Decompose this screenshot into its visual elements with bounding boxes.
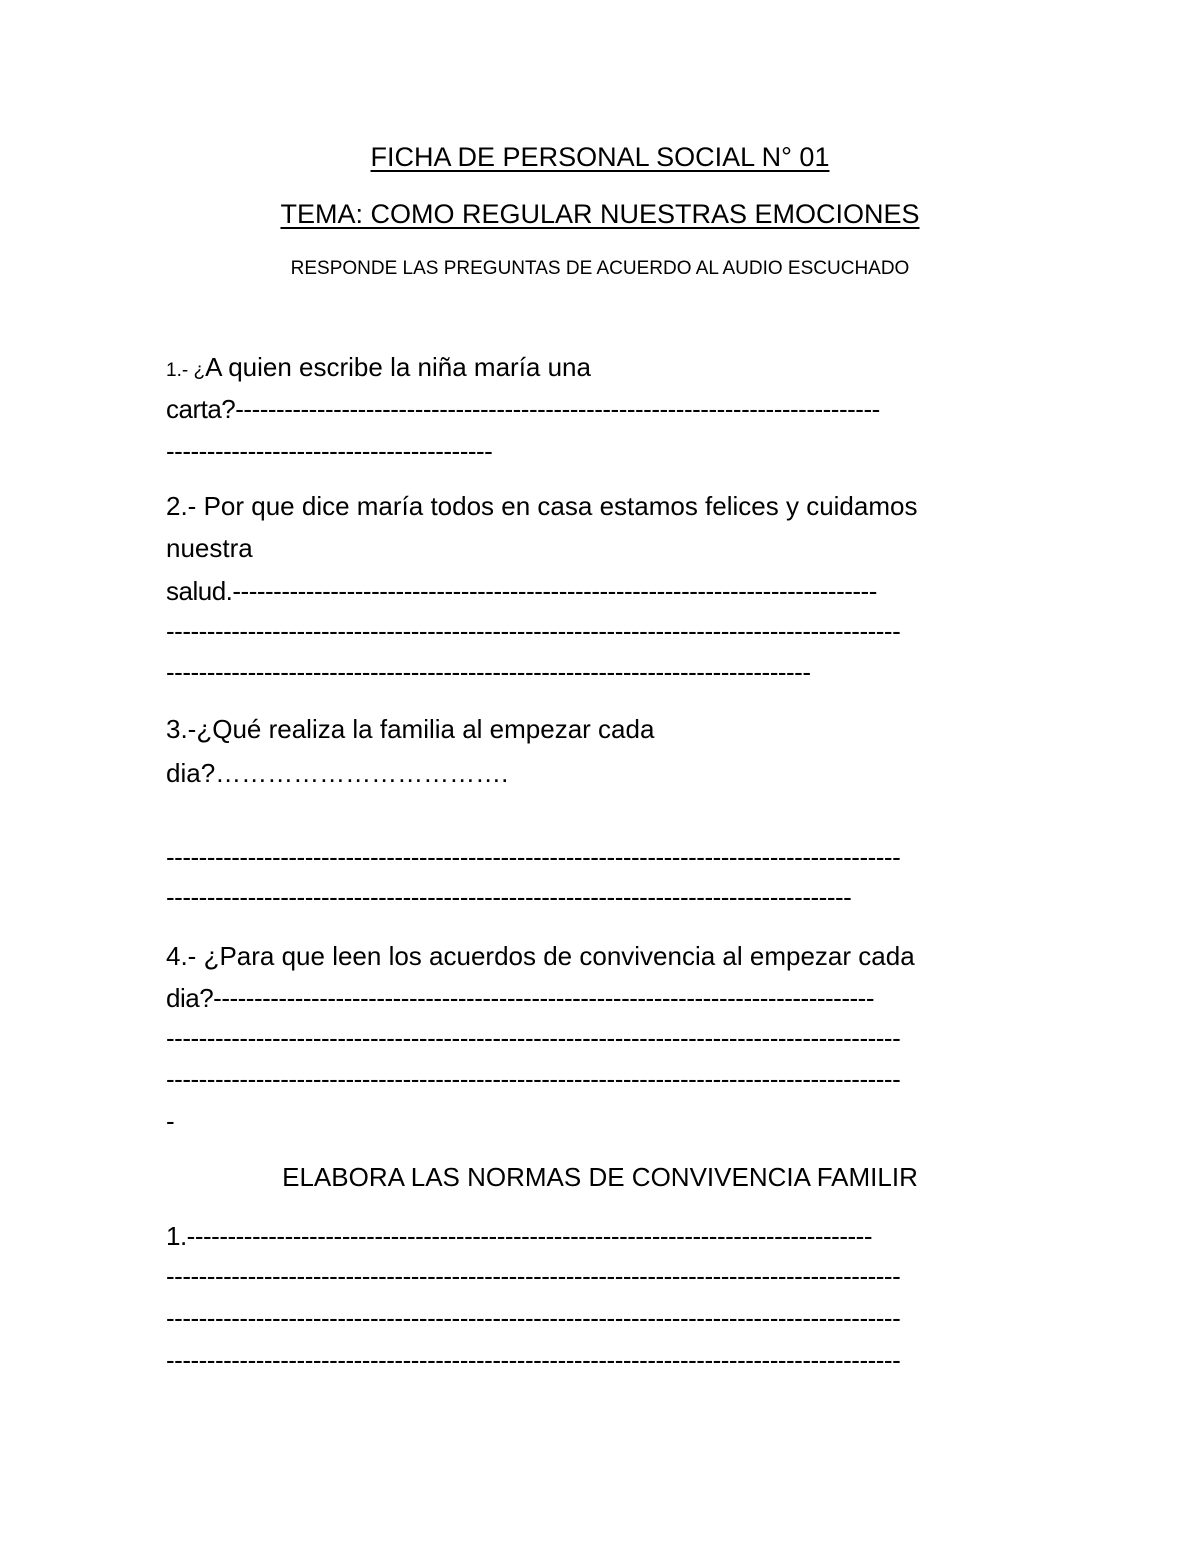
norm-answer-line[interactable]: ------------------------------------------------------------------------------------------ xyxy=(166,1261,901,1291)
question-4-line1: 4.- ¿Para que leen los acuerdos de convivencia al empezar cada xyxy=(166,941,915,971)
page-subtitle: TEMA: COMO REGULAR NUESTRAS EMOCIONES xyxy=(280,199,920,229)
question-4-answer-line[interactable]: ------------------------------------------------------------------------------------------ xyxy=(166,1064,901,1094)
question-2-answer-line[interactable]: ------------------------------------------------------------------------------- xyxy=(166,657,811,687)
norm-answer-line[interactable]: 1.------------------------------------------------------------------------------------ xyxy=(166,1221,872,1251)
question-2-answer-line[interactable]: salud.------------------------------------------------------------------------------- xyxy=(166,576,877,606)
norms-section-title: ELABORA LAS NORMAS DE CONVIVENCIA FAMILIR xyxy=(282,1162,918,1192)
question-1-text xyxy=(166,352,591,386)
question-4-answer-line[interactable]: - xyxy=(166,1106,175,1136)
question-4-answer-line[interactable]: dia?--------------------------------------------------------------------------------- xyxy=(166,983,874,1013)
question-2-answer-line[interactable]: ------------------------------------------------------------------------------------------ xyxy=(166,616,901,646)
instruction-text: RESPONDE LAS PREGUNTAS DE ACUERDO AL AUDIO ESCUCHADO xyxy=(290,258,910,279)
question-2-line1: 2.- Por que dice maría todos en casa estamos felices y cuidamos xyxy=(166,491,918,521)
question-3-answer-line[interactable]: ------------------------------------------------------------------------------------ xyxy=(166,882,852,912)
question-2-line2: nuestra xyxy=(166,533,253,563)
question-1-answer-line[interactable]: ---------------------------------------- xyxy=(166,436,493,466)
question-1-answer-line[interactable]: carta?------------------------------------------------------------------------------- xyxy=(166,394,880,424)
question-4-answer-line[interactable]: ------------------------------------------------------------------------------------------ xyxy=(166,1023,901,1053)
question-3-line1: 3.-¿Qué realiza la familia al empezar cada xyxy=(166,714,655,744)
page-title: FICHA DE PERSONAL SOCIAL N° 01 xyxy=(370,142,830,172)
norm-answer-line[interactable]: ------------------------------------------------------------------------------------------ xyxy=(166,1345,901,1375)
question-1-line1: A quien escribe la niña maría una xyxy=(205,352,591,382)
question-3-answer-line[interactable]: ------------------------------------------------------------------------------------------ xyxy=(166,842,901,872)
question-3-line2[interactable]: dia?……………………………. xyxy=(166,758,509,788)
norm-answer-line[interactable]: ------------------------------------------------------------------------------------------ xyxy=(166,1303,901,1333)
question-1-prefix: 1.- ¿ xyxy=(166,360,206,381)
